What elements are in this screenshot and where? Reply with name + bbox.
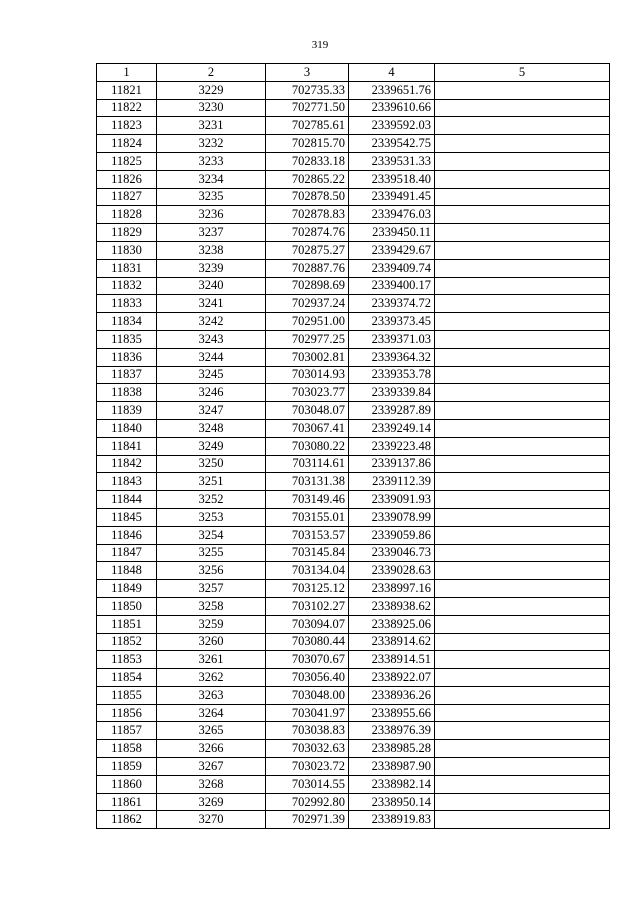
table-cell-col-4: 2339651.76 xyxy=(349,81,435,99)
table-cell-col-1: 11829 xyxy=(97,224,157,242)
table-row xyxy=(97,633,610,651)
table-cell-col-1: 11823 xyxy=(97,117,157,135)
table-cell-col-4: 2339374.72 xyxy=(349,295,435,313)
table-row xyxy=(97,491,610,509)
table-row xyxy=(97,651,610,669)
table-cell-col-4: 2338925.06 xyxy=(349,615,435,633)
table-cell-col-2: 3238 xyxy=(157,241,266,259)
table-row xyxy=(97,758,610,776)
table-cell-col-3: 702887.76 xyxy=(266,259,349,277)
table-cell-col-3: 702992.80 xyxy=(266,793,349,811)
table-cell-col-4: 2338985.28 xyxy=(349,740,435,758)
table-cell-col-2: 3230 xyxy=(157,99,266,117)
table-row xyxy=(97,170,610,188)
table-cell-col-2: 3237 xyxy=(157,224,266,242)
table-row xyxy=(97,99,610,117)
table-cell-col-4: 2339078.99 xyxy=(349,508,435,526)
table-cell-col-2: 3258 xyxy=(157,597,266,615)
table-cell-col-4: 2339059.86 xyxy=(349,526,435,544)
table-cell-col-4: 2339476.03 xyxy=(349,206,435,224)
table-cell-col-4: 2338997.16 xyxy=(349,580,435,598)
table-row xyxy=(97,473,610,491)
table-cell-col-2: 3247 xyxy=(157,402,266,420)
table-row xyxy=(97,259,610,277)
table-row xyxy=(97,313,610,331)
table-cell-col-5 xyxy=(435,99,610,117)
table-cell-col-2: 3259 xyxy=(157,615,266,633)
table-cell-col-5 xyxy=(435,259,610,277)
table-header-row xyxy=(97,64,610,82)
table-cell-col-5 xyxy=(435,669,610,687)
table-cell-col-5 xyxy=(435,152,610,170)
table-cell-col-5 xyxy=(435,758,610,776)
table-cell-col-3: 703014.55 xyxy=(266,775,349,793)
table-row xyxy=(97,224,610,242)
table-cell-col-2: 3261 xyxy=(157,651,266,669)
table-cell-col-1: 11851 xyxy=(97,615,157,633)
table-cell-col-4: 2339531.33 xyxy=(349,152,435,170)
table-cell-col-3: 702878.50 xyxy=(266,188,349,206)
table-cell-col-4: 2339223.48 xyxy=(349,437,435,455)
table-cell-col-1: 11842 xyxy=(97,455,157,473)
table-cell-col-1: 11845 xyxy=(97,508,157,526)
table-cell-col-1: 11835 xyxy=(97,330,157,348)
table-cell-col-3: 703134.04 xyxy=(266,562,349,580)
table-row xyxy=(97,330,610,348)
table-cell-col-4: 2339137.86 xyxy=(349,455,435,473)
table-cell-col-5 xyxy=(435,615,610,633)
table-cell-col-5 xyxy=(435,135,610,153)
table-cell-col-3: 702875.27 xyxy=(266,241,349,259)
table-cell-col-5 xyxy=(435,366,610,384)
table-cell-col-1: 11825 xyxy=(97,152,157,170)
table-row xyxy=(97,508,610,526)
table-cell-col-1: 11843 xyxy=(97,473,157,491)
table-cell-col-5 xyxy=(435,811,610,829)
table-cell-col-1: 11828 xyxy=(97,206,157,224)
table-cell-col-5 xyxy=(435,402,610,420)
table-cell-col-1: 11840 xyxy=(97,419,157,437)
table-cell-col-5 xyxy=(435,722,610,740)
table-cell-col-1: 11831 xyxy=(97,259,157,277)
table-cell-col-5 xyxy=(435,170,610,188)
table-cell-col-4: 2338976.39 xyxy=(349,722,435,740)
table-cell-col-5 xyxy=(435,277,610,295)
table-cell-col-2: 3236 xyxy=(157,206,266,224)
table-cell-col-2: 3245 xyxy=(157,366,266,384)
table-cell-col-3: 703131.38 xyxy=(266,473,349,491)
table-cell-col-1: 11827 xyxy=(97,188,157,206)
table-cell-col-2: 3269 xyxy=(157,793,266,811)
table-cell-col-2: 3255 xyxy=(157,544,266,562)
table-cell-col-2: 3244 xyxy=(157,348,266,366)
table-cell-col-3: 703048.07 xyxy=(266,402,349,420)
table-row xyxy=(97,384,610,402)
table-row xyxy=(97,544,610,562)
table-cell-col-5 xyxy=(435,437,610,455)
table-cell-col-4: 2339491.45 xyxy=(349,188,435,206)
table-cell-col-3: 703041.97 xyxy=(266,704,349,722)
table-cell-col-1: 11839 xyxy=(97,402,157,420)
table-cell-col-3: 702833.18 xyxy=(266,152,349,170)
table-cell-col-1: 11853 xyxy=(97,651,157,669)
table-cell-col-3: 702815.70 xyxy=(266,135,349,153)
table-row xyxy=(97,295,610,313)
table-cell-col-3: 703023.72 xyxy=(266,758,349,776)
table-cell-col-2: 3246 xyxy=(157,384,266,402)
table-cell-col-2: 3243 xyxy=(157,330,266,348)
table-cell-col-4: 2338919.83 xyxy=(349,811,435,829)
table-cell-col-1: 11830 xyxy=(97,241,157,259)
table-cell-col-4: 2338936.26 xyxy=(349,686,435,704)
page-number: 319 xyxy=(311,39,329,51)
table-row xyxy=(97,81,610,99)
table-cell-col-4: 2339353.78 xyxy=(349,366,435,384)
table-cell-col-2: 3248 xyxy=(157,419,266,437)
table-cell-col-1: 11836 xyxy=(97,348,157,366)
table-cell-col-3: 703014.93 xyxy=(266,366,349,384)
table-cell-col-1: 11860 xyxy=(97,775,157,793)
table-cell-col-3: 702865.22 xyxy=(266,170,349,188)
table-row xyxy=(97,526,610,544)
table-cell-col-4: 2338950.14 xyxy=(349,793,435,811)
coordinates-table xyxy=(96,63,610,829)
table-cell-col-2: 3251 xyxy=(157,473,266,491)
table-cell-col-4: 2339429.67 xyxy=(349,241,435,259)
table-cell-col-4: 2339287.89 xyxy=(349,402,435,420)
table-cell-col-4: 2339610.66 xyxy=(349,99,435,117)
table-cell-col-4: 2339112.39 xyxy=(349,473,435,491)
table-cell-col-2: 3240 xyxy=(157,277,266,295)
table-cell-col-3: 702898.69 xyxy=(266,277,349,295)
table-cell-col-4: 2339400.17 xyxy=(349,277,435,295)
table-cell-col-5 xyxy=(435,526,610,544)
table-row xyxy=(97,366,610,384)
table-row xyxy=(97,188,610,206)
table-row xyxy=(97,811,610,829)
column-header-2: 2 xyxy=(157,64,266,82)
table-cell-col-2: 3233 xyxy=(157,152,266,170)
table-cell-col-5 xyxy=(435,81,610,99)
table-cell-col-2: 3266 xyxy=(157,740,266,758)
column-header-1: 1 xyxy=(97,64,157,82)
table-cell-col-2: 3260 xyxy=(157,633,266,651)
table-cell-col-5 xyxy=(435,508,610,526)
column-header-5: 5 xyxy=(435,64,610,82)
table-cell-col-5 xyxy=(435,704,610,722)
table-cell-col-2: 3264 xyxy=(157,704,266,722)
table-row xyxy=(97,740,610,758)
column-header-4: 4 xyxy=(349,64,435,82)
table-cell-col-4: 2339542.75 xyxy=(349,135,435,153)
table-cell-col-2: 3270 xyxy=(157,811,266,829)
table-cell-col-2: 3250 xyxy=(157,455,266,473)
table-cell-col-5 xyxy=(435,562,610,580)
table-cell-col-2: 3241 xyxy=(157,295,266,313)
table-cell-col-5 xyxy=(435,295,610,313)
table-cell-col-3: 703048.00 xyxy=(266,686,349,704)
table-cell-col-2: 3249 xyxy=(157,437,266,455)
table-cell-col-1: 11858 xyxy=(97,740,157,758)
table-cell-col-4: 2339409.74 xyxy=(349,259,435,277)
table-cell-col-5 xyxy=(435,313,610,331)
table-cell-col-3: 703114.61 xyxy=(266,455,349,473)
table-cell-col-3: 703149.46 xyxy=(266,491,349,509)
table-cell-col-1: 11832 xyxy=(97,277,157,295)
table-cell-col-1: 11844 xyxy=(97,491,157,509)
table-cell-col-5 xyxy=(435,473,610,491)
table-cell-col-3: 703102.27 xyxy=(266,597,349,615)
table-cell-col-1: 11822 xyxy=(97,99,157,117)
table-cell-col-1: 11821 xyxy=(97,81,157,99)
table-cell-col-3: 702971.39 xyxy=(266,811,349,829)
table-row xyxy=(97,135,610,153)
table-cell-col-1: 11854 xyxy=(97,669,157,687)
table-cell-col-4: 2339046.73 xyxy=(349,544,435,562)
table-cell-col-4: 2339028.63 xyxy=(349,562,435,580)
table-cell-col-1: 11849 xyxy=(97,580,157,598)
table-cell-col-3: 702771.50 xyxy=(266,99,349,117)
table-cell-col-4: 2338938.62 xyxy=(349,597,435,615)
table-cell-col-3: 703038.83 xyxy=(266,722,349,740)
table-cell-col-4: 2338955.66 xyxy=(349,704,435,722)
table-cell-col-1: 11850 xyxy=(97,597,157,615)
table-cell-col-5 xyxy=(435,384,610,402)
table-row xyxy=(97,455,610,473)
table-cell-col-1: 11856 xyxy=(97,704,157,722)
table-row xyxy=(97,277,610,295)
table-cell-col-2: 3232 xyxy=(157,135,266,153)
table-cell-col-4: 2339450.11 xyxy=(349,224,435,242)
table-cell-col-2: 3253 xyxy=(157,508,266,526)
table-cell-col-2: 3229 xyxy=(157,81,266,99)
table-cell-col-4: 2339091.93 xyxy=(349,491,435,509)
table-cell-col-1: 11824 xyxy=(97,135,157,153)
table-cell-col-5 xyxy=(435,580,610,598)
table-cell-col-5 xyxy=(435,419,610,437)
table-row xyxy=(97,580,610,598)
table-cell-col-3: 703153.57 xyxy=(266,526,349,544)
table-row xyxy=(97,402,610,420)
table-cell-col-2: 3263 xyxy=(157,686,266,704)
table-cell-col-5 xyxy=(435,224,610,242)
table-row xyxy=(97,206,610,224)
table-cell-col-5 xyxy=(435,241,610,259)
table-row xyxy=(97,775,610,793)
column-header-3: 3 xyxy=(266,64,349,82)
table-row xyxy=(97,793,610,811)
table-cell-col-1: 11841 xyxy=(97,437,157,455)
table-row xyxy=(97,348,610,366)
table-cell-col-3: 703032.63 xyxy=(266,740,349,758)
table-cell-col-2: 3235 xyxy=(157,188,266,206)
table-row xyxy=(97,241,610,259)
table-cell-col-4: 2339371.03 xyxy=(349,330,435,348)
table-cell-col-1: 11834 xyxy=(97,313,157,331)
table-cell-col-1: 11847 xyxy=(97,544,157,562)
table-cell-col-2: 3242 xyxy=(157,313,266,331)
table-cell-col-3: 703125.12 xyxy=(266,580,349,598)
table-cell-col-3: 703023.77 xyxy=(266,384,349,402)
table-cell-col-1: 11826 xyxy=(97,170,157,188)
table-cell-col-4: 2339592.03 xyxy=(349,117,435,135)
table-cell-col-2: 3262 xyxy=(157,669,266,687)
table-cell-col-1: 11852 xyxy=(97,633,157,651)
table-cell-col-5 xyxy=(435,206,610,224)
table-row xyxy=(97,722,610,740)
table-cell-col-5 xyxy=(435,633,610,651)
table-cell-col-5 xyxy=(435,686,610,704)
table-row xyxy=(97,669,610,687)
table-cell-col-5 xyxy=(435,597,610,615)
table-cell-col-3: 703056.40 xyxy=(266,669,349,687)
table-row xyxy=(97,686,610,704)
table-cell-col-2: 3257 xyxy=(157,580,266,598)
table-cell-col-4: 2338922.07 xyxy=(349,669,435,687)
table-cell-col-1: 11833 xyxy=(97,295,157,313)
table-cell-col-3: 703094.07 xyxy=(266,615,349,633)
table-cell-col-5 xyxy=(435,775,610,793)
table-cell-col-2: 3239 xyxy=(157,259,266,277)
table-cell-col-2: 3254 xyxy=(157,526,266,544)
table-cell-col-5 xyxy=(435,491,610,509)
table-cell-col-5 xyxy=(435,455,610,473)
table-cell-col-4: 2339339.84 xyxy=(349,384,435,402)
table-cell-col-2: 3267 xyxy=(157,758,266,776)
table-cell-col-1: 11855 xyxy=(97,686,157,704)
table-cell-col-4: 2338914.62 xyxy=(349,633,435,651)
table-row xyxy=(97,437,610,455)
table-cell-col-3: 703002.81 xyxy=(266,348,349,366)
table-cell-col-1: 11861 xyxy=(97,793,157,811)
table-cell-col-3: 702785.61 xyxy=(266,117,349,135)
table-cell-col-5 xyxy=(435,651,610,669)
table-row xyxy=(97,152,610,170)
table-cell-col-3: 702878.83 xyxy=(266,206,349,224)
table-row xyxy=(97,704,610,722)
table-cell-col-2: 3265 xyxy=(157,722,266,740)
table-cell-col-2: 3234 xyxy=(157,170,266,188)
table-cell-col-3: 703067.41 xyxy=(266,419,349,437)
table-cell-col-4: 2339364.32 xyxy=(349,348,435,366)
table-cell-col-5 xyxy=(435,348,610,366)
table-cell-col-1: 11859 xyxy=(97,758,157,776)
table-row xyxy=(97,117,610,135)
table-row xyxy=(97,615,610,633)
table-cell-col-3: 703155.01 xyxy=(266,508,349,526)
table-cell-col-5 xyxy=(435,188,610,206)
table-cell-col-5 xyxy=(435,740,610,758)
table-cell-col-1: 11837 xyxy=(97,366,157,384)
table-cell-col-3: 703080.44 xyxy=(266,633,349,651)
table-cell-col-4: 2339518.40 xyxy=(349,170,435,188)
table-cell-col-1: 11838 xyxy=(97,384,157,402)
table-cell-col-3: 703080.22 xyxy=(266,437,349,455)
table-cell-col-2: 3231 xyxy=(157,117,266,135)
table-cell-col-4: 2338982.14 xyxy=(349,775,435,793)
table-cell-col-5 xyxy=(435,793,610,811)
table-cell-col-5 xyxy=(435,330,610,348)
table-cell-col-2: 3256 xyxy=(157,562,266,580)
table-cell-col-2: 3268 xyxy=(157,775,266,793)
table-cell-col-3: 703145.84 xyxy=(266,544,349,562)
table-cell-col-3: 703070.67 xyxy=(266,651,349,669)
table-cell-col-4: 2338914.51 xyxy=(349,651,435,669)
table-cell-col-3: 702951.00 xyxy=(266,313,349,331)
table-cell-col-3: 702874.76 xyxy=(266,224,349,242)
table-cell-col-5 xyxy=(435,544,610,562)
table-row xyxy=(97,419,610,437)
table-cell-col-3: 702735.33 xyxy=(266,81,349,99)
table-cell-col-4: 2339373.45 xyxy=(349,313,435,331)
table-cell-col-4: 2339249.14 xyxy=(349,419,435,437)
table-cell-col-5 xyxy=(435,117,610,135)
table-cell-col-2: 3252 xyxy=(157,491,266,509)
table-row xyxy=(97,562,610,580)
table-cell-col-3: 702937.24 xyxy=(266,295,349,313)
table-body xyxy=(97,81,610,828)
table-row xyxy=(97,597,610,615)
table-cell-col-4: 2338987.90 xyxy=(349,758,435,776)
table-cell-col-1: 11848 xyxy=(97,562,157,580)
table-cell-col-1: 11857 xyxy=(97,722,157,740)
table-cell-col-1: 11862 xyxy=(97,811,157,829)
table-cell-col-3: 702977.25 xyxy=(266,330,349,348)
table-cell-col-1: 11846 xyxy=(97,526,157,544)
